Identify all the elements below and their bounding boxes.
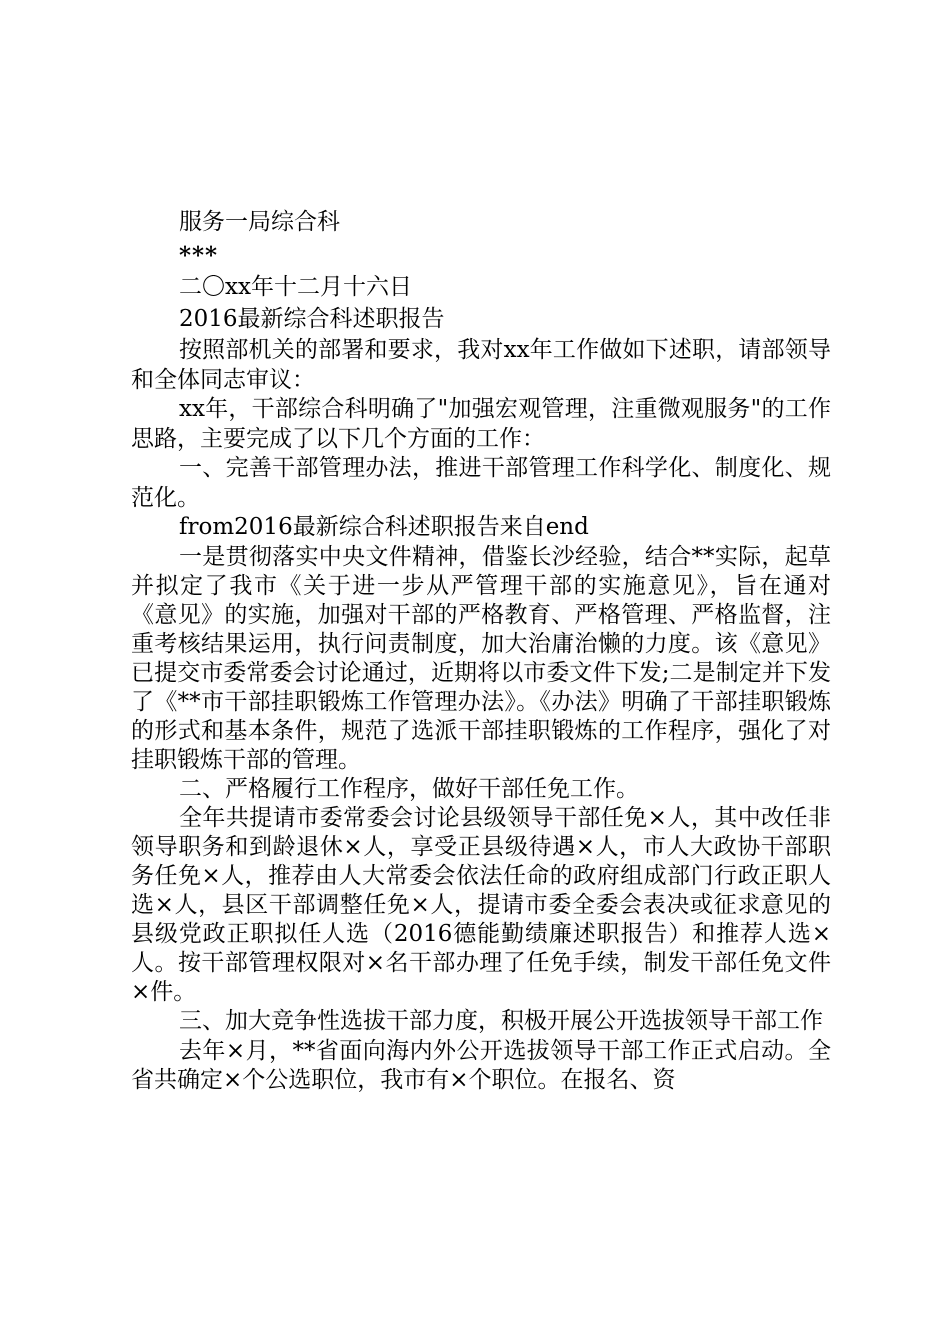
date-line: 二〇xx年十二月十六日 [179, 274, 412, 300]
source-note: from2016最新综合科述职报告来自end [179, 514, 589, 540]
section-heading-3: 三、加大竞争性选拔干部力度，积极开展公开选拔领导干部工作 [179, 1008, 823, 1034]
department-line: 服务一局综合科 [179, 209, 340, 235]
paragraph-work-summary: xx年，干部综合科明确了"加强宏观管理，注重微观服务"的工作思路，主要完成了以下几个方面的工作： [131, 396, 831, 452]
document-body [131, 202, 831, 1096]
paragraph-section-2-body: 全年共提请市委常委会讨论县级领导干部任免×人，其中改任非领导职务和到龄退休×人，享受正县级待遇×人，市人大政协干部职务任免×人，推荐由人大常委会依法任命的政府组成部门行政正职人选×人，县区干部调整任免×人，提请市委全委会表决或征求意见的县级党政正职拟任人选（2016德能勤绩廉述职报告）和推荐人选×人。按干部管理权限对×名干部办理了任免手续，制发干部任免文件×件。 [131, 805, 831, 1005]
paragraph-section-1-body: 一是贯彻落实中央文件精神，借鉴长沙经验，结合**实际，起草并拟定了我市《关于进一步从严管理干部的实施意见》，旨在通对《意见》的实施，加强对干部的严格教育、严格管理、严格监督，注重考核结果运用，执行问责制度，加大治庸治懒的力度。该《意见》已提交市委常委会讨论通过，近期将以市委文件下发;二是制定并下发了《**市干部挂职锻炼工作管理办法》。《办法》明确了干部挂职锻炼的形式和基本条件，规范了选派干部挂职锻炼的工作程序，强化了对挂职锻炼干部的管理。 [131, 543, 831, 773]
document-title: 2016最新综合科述职报告 [179, 306, 445, 332]
section-heading-2: 二、严格履行工作程序，做好干部任免工作。 [179, 775, 639, 802]
author-line: *** [179, 242, 219, 269]
section-heading-1: 一、完善干部管理办法，推进干部管理工作科学化、制度化、规范化。 [131, 455, 831, 511]
paragraph-section-3-body: 去年×月，**省面向海内外公开选拔领导干部工作正式启动。全省共确定×个公选职位，我市有×个职位。在报名、资 [131, 1037, 831, 1093]
paragraph-intro: 按照部机关的部署和要求，我对xx年工作做如下述职，请部领导和全体同志审议： [131, 337, 831, 393]
